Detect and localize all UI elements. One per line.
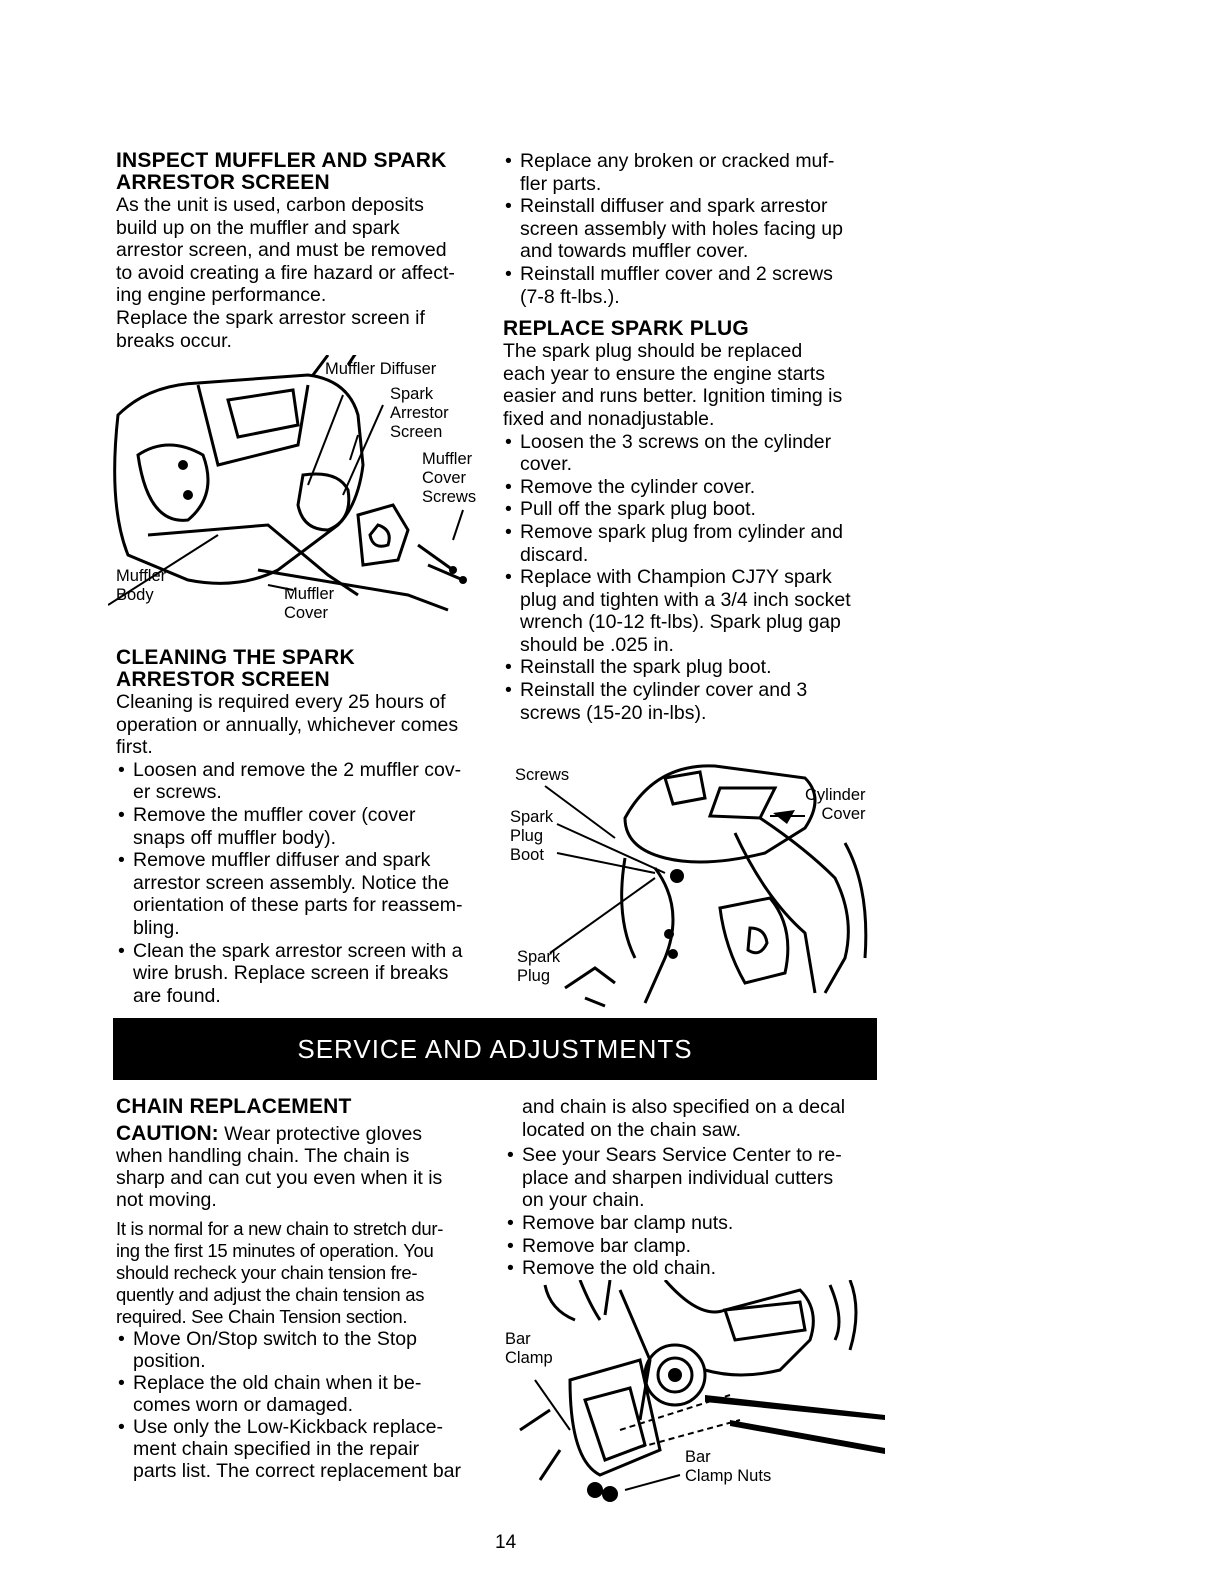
bar-clamp-illustration — [500, 1280, 885, 1510]
list-item: • Remove bar clamp. — [505, 1235, 890, 1258]
spark-plug-steps — [503, 431, 893, 725]
list-item: • Remove the old chain. — [505, 1257, 890, 1280]
page-number: 14 — [495, 1532, 517, 1553]
list-item: • Replace with Champion CJ7Y spark plug and tighten with a 3/4 inch socket wrench (10-12 ft-lbs). Spark plug gap should be .025 in. — [503, 566, 893, 656]
label-screws: Screws — [515, 766, 570, 784]
list-item: • Remove the cylinder cover. — [503, 476, 893, 499]
label-muffler-body: Muffler Body — [116, 567, 167, 604]
muffler-para-2: Replace the spark arrestor screen if breaks occur. — [116, 306, 425, 352]
label-muffler-cover-screws: Muffler Cover Screws — [422, 450, 477, 506]
section-banner-title: SERVICE AND ADJUSTMENTS — [297, 1034, 693, 1064]
list-item: • Remove muffler diffuser and spark arrestor screen assembly. Notice the orientation of these parts for reassem- bling. — [116, 849, 494, 939]
chain-heading: CHAIN REPLACEMENT — [116, 1095, 352, 1118]
muffler-heading: INSPECT MUFFLER AND SPARK ARRESTOR SCREEN — [116, 149, 447, 194]
spark-plug-illustration — [505, 758, 885, 1008]
list-item: • Loosen and remove the 2 muffler cov- er screws. — [116, 759, 494, 804]
list-item: • Remove bar clamp nuts. — [505, 1212, 890, 1235]
muffler-para-1: As the unit is used, carbon deposits build up on the muffler and spark arrestor screen, and must be removed to avoid creating a fire hazard or affect- ing engine performance. — [116, 194, 455, 307]
label-muffler-diffuser: Muffler Diffuser — [325, 360, 437, 378]
caution-label: CAUTION: — [116, 1122, 219, 1145]
list-item: • Loosen the 3 screws on the cylinder cover. — [503, 431, 893, 476]
list-item: • Reinstall the spark plug boot. — [503, 656, 893, 679]
label-cylinder-cover: Cylinder Cover — [805, 786, 866, 823]
cleaning-section — [116, 647, 494, 1007]
list-item: • Use only the Low-Kickback replace- ment chain specified in the repair parts list. The correct replacement bar — [116, 1416, 494, 1482]
list-item: • Remove spark plug from cylinder and discard. — [503, 521, 893, 566]
chain-section-left — [116, 1096, 494, 1482]
chain-steps-right — [505, 1144, 890, 1280]
cleaning-heading: CLEANING THE SPARK ARRESTOR SCREEN — [116, 646, 355, 691]
spark-plug-heading: REPLACE SPARK PLUG — [503, 317, 749, 341]
list-item: • Reinstall muffler cover and 2 screws (7-8 ft-lbs.). — [503, 263, 893, 308]
label-muffler-cover: Muffler Cover — [284, 585, 335, 622]
muffler-illustration — [108, 355, 488, 625]
cleaning-para: Cleaning is required every 25 hours of operation or annually, whichever comes first. — [116, 691, 459, 759]
list-item: • Pull off the spark plug boot. — [503, 498, 893, 521]
list-item: • Replace the old chain when it be- comes worn or damaged. — [116, 1372, 494, 1416]
right-column-top — [503, 150, 893, 724]
section-banner — [113, 1018, 877, 1080]
list-item: • See your Sears Service Center to re- place and sharpen individual cutters on your chain. — [505, 1144, 890, 1212]
list-item: • Remove the muffler cover (cover snaps off muffler body). — [116, 804, 494, 849]
chain-continued: and chain is also specified on a decal located on the chain saw. — [522, 1096, 846, 1141]
caution-block: CAUTION: Wear protective gloves when handling chain. The chain is sharp and can cut you even when it is not moving. — [116, 1122, 443, 1211]
cleaning-steps — [116, 759, 494, 1008]
list-item: • Clean the spark arrestor screen with a wire brush. Replace screen if breaks are found. — [116, 940, 494, 1008]
label-bar-clamp: Bar Clamp — [505, 1330, 553, 1367]
chain-steps-left — [116, 1328, 494, 1482]
list-item: • Reinstall the cylinder cover and 3 screws (15-20 in-lbs). — [503, 679, 893, 724]
muffler-section — [116, 150, 494, 352]
chain-para: It is normal for a new chain to stretch dur- ing the first 15 minutes of operation. You should recheck your chain tension fre- quently and adjust the chain tension as required. See Chain Tension section. — [116, 1218, 444, 1327]
label-spark-plug-boot: Spark Plug Boot — [510, 808, 554, 864]
label-spark-arrestor-screen: Spark Arrestor Screen — [390, 385, 449, 441]
list-item: • Reinstall diffuser and spark arrestor screen assembly with holes facing up and towards muffler cover. — [503, 195, 893, 263]
spark-plug-para: The spark plug should be replaced each year to ensure the engine starts easier and runs better. Ignition timing is fixed and nonadjustable. — [503, 340, 843, 430]
list-item: • Move On/Stop switch to the Stop position. — [116, 1328, 494, 1372]
list-item: • Replace any broken or cracked muf- fler parts. — [503, 150, 893, 195]
label-spark-plug: Spark Plug — [517, 948, 561, 985]
label-bar-clamp-nuts: Bar Clamp Nuts — [685, 1448, 772, 1485]
chain-section-right — [505, 1096, 890, 1280]
muffler-reassembly-steps — [503, 150, 893, 308]
